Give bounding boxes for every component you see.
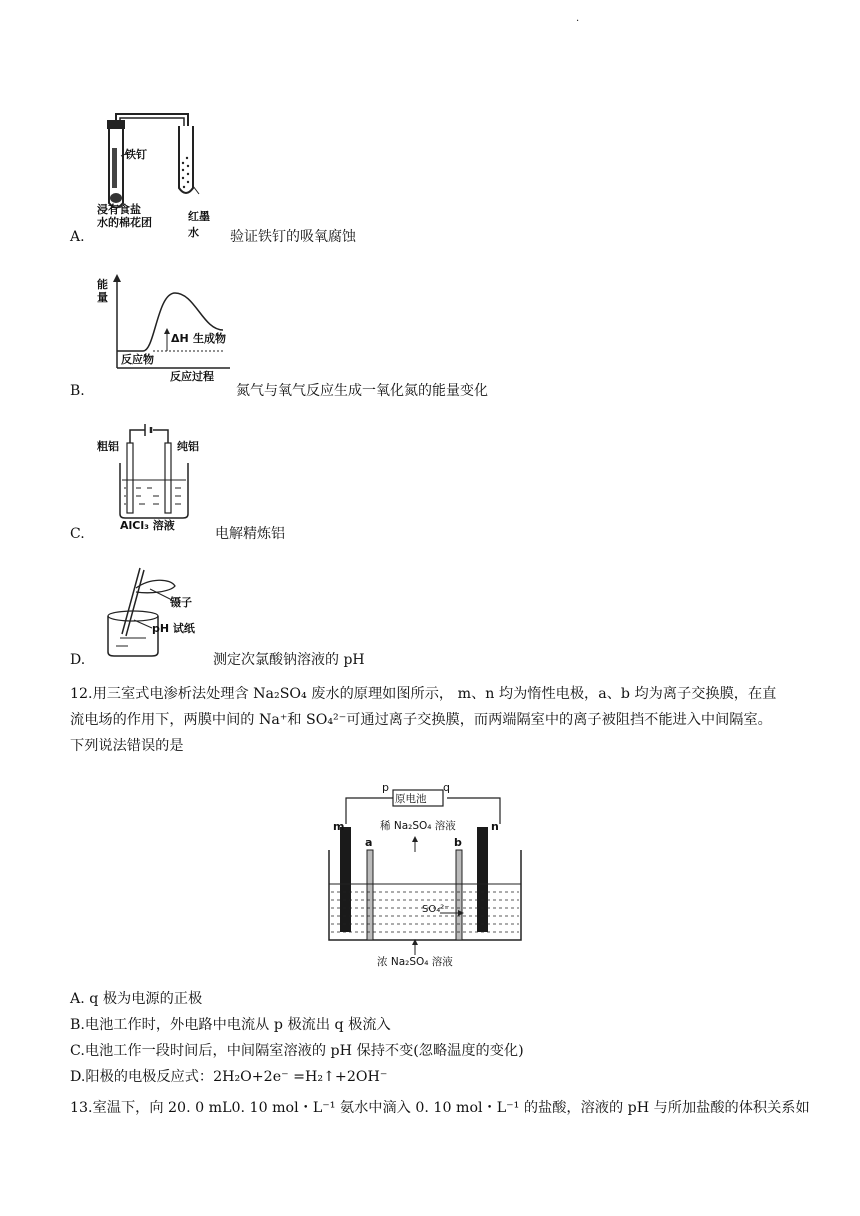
label-product: 生成物	[193, 332, 226, 345]
q12-stem	[70, 681, 830, 759]
option-b-caption: 氮气与氧气反应生成一氧化氮的能量变化	[236, 383, 488, 399]
label-b: b	[454, 836, 462, 849]
label-ph-paper: pH 试纸	[152, 622, 195, 635]
option-d-caption: 测定次氯酸钠溶液的 pH	[213, 652, 365, 668]
option-c-letter: C.	[70, 526, 85, 542]
q13-stem-line1: 13.室温下，向 20. 0 mL0. 10 mol・L⁻¹ 氨水中滴入 0. 10 mol・L⁻¹ 的盐酸，溶液的 pH 与所加盐酸的体积关系如	[70, 1100, 810, 1116]
q12-choice-d: D.阳极的电极反应式：2H₂O+2e⁻ =H₂↑+2OH⁻	[70, 1069, 388, 1085]
q13-stem	[70, 1095, 830, 1121]
top-mark: .	[576, 13, 580, 24]
label-alcl3: AlCl₃ 溶液	[120, 519, 175, 532]
q12-choices	[70, 986, 830, 1090]
figure-q12-electrodialysis	[325, 780, 525, 970]
label-a: a	[365, 836, 373, 849]
label-dilute-na2so4: 稀 Na₂SO₄ 溶液	[380, 820, 456, 832]
label-nail: 铁钉	[125, 148, 147, 161]
q12-choice-a: A. q 极为电源的正极	[70, 991, 203, 1007]
label-sulfate-ion: SO₄²⁻	[422, 904, 450, 915]
figure-c-electrolysis-cell	[95, 418, 205, 530]
label-p: p	[382, 781, 389, 794]
label-q: q	[443, 781, 450, 794]
q12-stem-line3: 下列说法错误的是	[70, 738, 184, 754]
label-m: m	[333, 820, 345, 833]
option-c-caption: 电解精炼铝	[215, 526, 285, 542]
figure-a-iron-nail-apparatus	[95, 108, 220, 239]
label-conc-na2so4: 浓 Na₂SO₄ 溶液	[377, 956, 453, 968]
figure-b-energy-diagram	[95, 268, 235, 383]
option-a-caption: 验证铁钉的吸氧腐蚀	[230, 229, 356, 245]
q12-stem-line2: 流电场的作用下，两膜中间的 Na⁺和 SO₄²⁻可通过离子交换膜，而两端隔室中的离子被阻挡不能进入中间隔室。	[70, 712, 772, 728]
label-tweezers: 镊子	[170, 596, 192, 609]
label-battery: 原电池	[395, 793, 427, 805]
label-delta-h: ΔH	[171, 332, 189, 345]
label-ink: 红墨水	[188, 210, 210, 239]
label-reactant: 反应物	[121, 353, 154, 366]
option-d-letter: D.	[70, 652, 86, 668]
q12-stem-line1: 12.用三室式电渗析法处理含 Na₂SO₄ 废水的原理如图所示， m、n 均为惰性电极，a、b 均为离子交换膜，在直	[70, 686, 777, 702]
figure-d-ph-test	[100, 564, 210, 659]
option-a-letter: A.	[70, 229, 85, 245]
label-crude-al: 粗铝	[97, 440, 119, 453]
option-b-letter: B.	[70, 383, 85, 399]
q12-choice-c: C.电池工作一段时间后，中间隔室溶液的 pH 保持不变(忽略温度的变化)	[70, 1043, 524, 1059]
label-pure-al: 纯铝	[177, 440, 199, 453]
label-reaction-process: 反应过程	[170, 370, 214, 383]
q12-choice-b: B.电池工作时，外电路中电流从 p 极流出 q 极流入	[70, 1017, 391, 1033]
label-energy: 能 量	[97, 278, 108, 304]
label-cotton: 浸有食盐 水的棉花团	[97, 203, 152, 229]
label-n: n	[491, 820, 499, 833]
